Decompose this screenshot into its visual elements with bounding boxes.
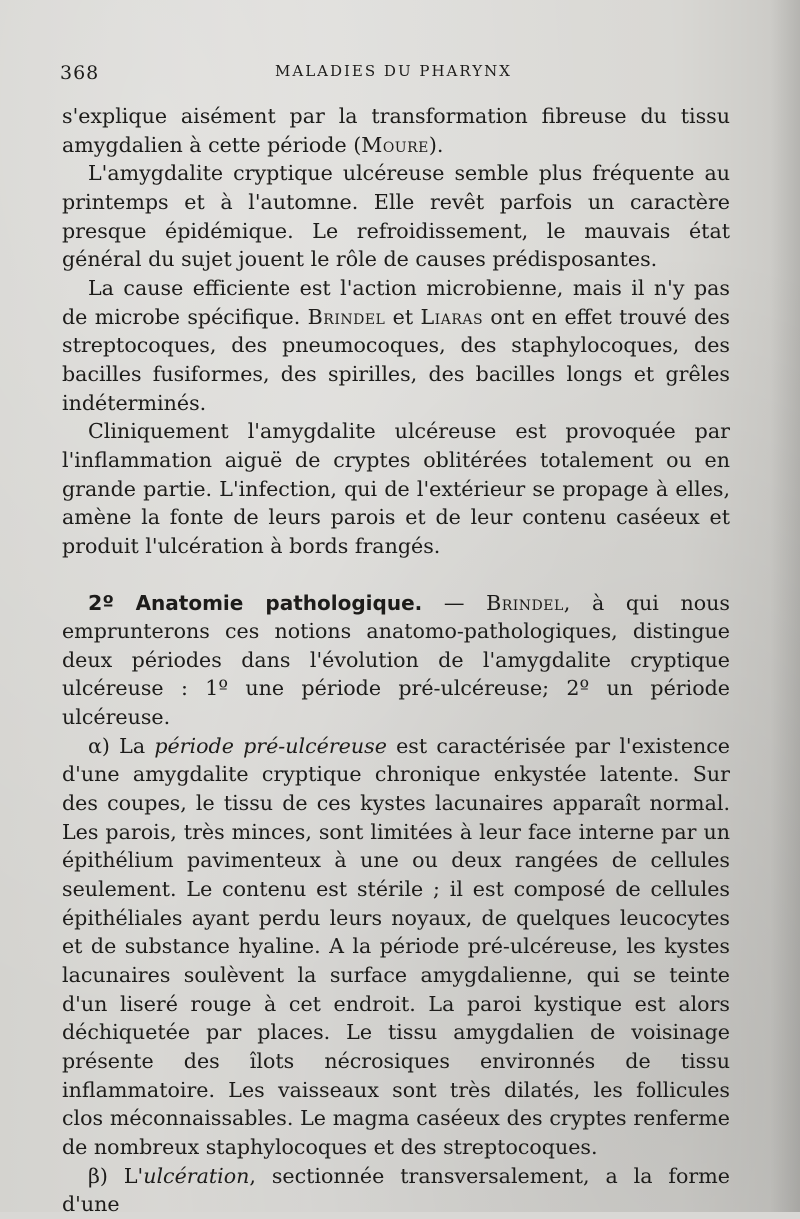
text-run: β) L': [88, 1163, 144, 1188]
paragraph-clinical: Cliniquement l'amygdalite ulcéreuse est provoquée par l'inflammation aiguë de cryptes oblitérées totalement ou en grande partie. L'infection, qui de l'extérieur se propage à elles, amène la fonte de leurs parois et de leur contenu caséeux et produit l'ulcération à bords frangés.: [62, 419, 730, 558]
paragraph-seasonality: L'amygdalite cryptique ulcéreuse semble plus fréquente au printemps et à l'automne. Elle revêt parfois un caractère presque épidémique. Le refroidissement, le mauvais état général du sujet jouent le rôle de causes prédisposantes.: [62, 161, 730, 272]
paragraph-ulceration: [62, 1162, 730, 1219]
text-run: ont en effet trouvé des streptocoques, des pneumocoques, des staphylocoques, des bacilles fusiformes, des spirilles, des bacilles longs et grêles indéterminés.: [62, 304, 730, 415]
text-run: s'explique aisément par la transformation fibreuse du tissu amygdalien à cette période (: [62, 104, 730, 157]
body-text: [62, 102, 730, 1219]
text-run: ).: [428, 132, 444, 157]
text-run: —: [422, 590, 487, 615]
paragraph-cause: [62, 274, 730, 417]
text-run: et: [385, 304, 421, 329]
text-run: , sectionnée transversalement, a la forme d'une: [62, 1163, 730, 1217]
page-number: 368: [60, 62, 100, 84]
paragraph-pre-ulcer: [62, 732, 730, 1162]
term: période pré-ulcéreuse: [154, 733, 387, 758]
running-title: MALADIES DU PHARYNX: [275, 62, 512, 80]
author-name: Brindel: [486, 590, 564, 615]
text-run: , à qui nous emprunterons ces notions anatomo-pathologiques, distingue deux périodes dans l'évolution de l'amygdalite cryptique ulcéreuse : 1º une période pré-ulcéreuse; 2º un période ulcéreuse.: [62, 590, 730, 730]
section-anatomy: [62, 589, 730, 732]
section-number: 2º: [88, 590, 114, 615]
page-header: [60, 62, 730, 86]
author-name: Moure: [361, 132, 429, 157]
paragraph-continuation: [62, 102, 730, 159]
author-name: Liaras: [420, 304, 484, 329]
section-title: Anatomie pathologique.: [135, 590, 423, 615]
author-name: Brindel: [307, 304, 386, 329]
term: ulcération: [143, 1163, 250, 1188]
text-run: est caractérisée par l'existence d'une amygdalite cryptique chronique enkystée latente. Sur des coupes, le tissu de ces kystes lacunaires apparaît normal. Les parois, très minces, sont limitées à leur face interne par un épithélium pavimenteux à une ou deux rangées de cellules seulement. Le contenu est stérile ; il est composé de cellules épithéliales ayant perdu leurs noyaux, de quelques leucocytes et de substance hyaline. A la période pré-ulcéreuse, les kystes lacunaires soulèvent la surface amygdalienne, qui se teinte d'un liseré rouge à cet endroit. La paroi kystique est alors déchiquetée par places. Le tissu amygdalien de voisinage présente des îlots nécrosiques environnés de tissu inflammatoire. Les vaisseaux sont très dilatés, les follicules clos méconnaissables. Le magma caséeux des cryptes renferme de nombreux staphylocoques et des streptocoques.: [62, 733, 730, 1159]
text-run: α) La: [88, 733, 155, 758]
text-run: La cause efficiente est l'action microbienne, mais il n'y pas de microbe spécifique.: [62, 275, 730, 329]
